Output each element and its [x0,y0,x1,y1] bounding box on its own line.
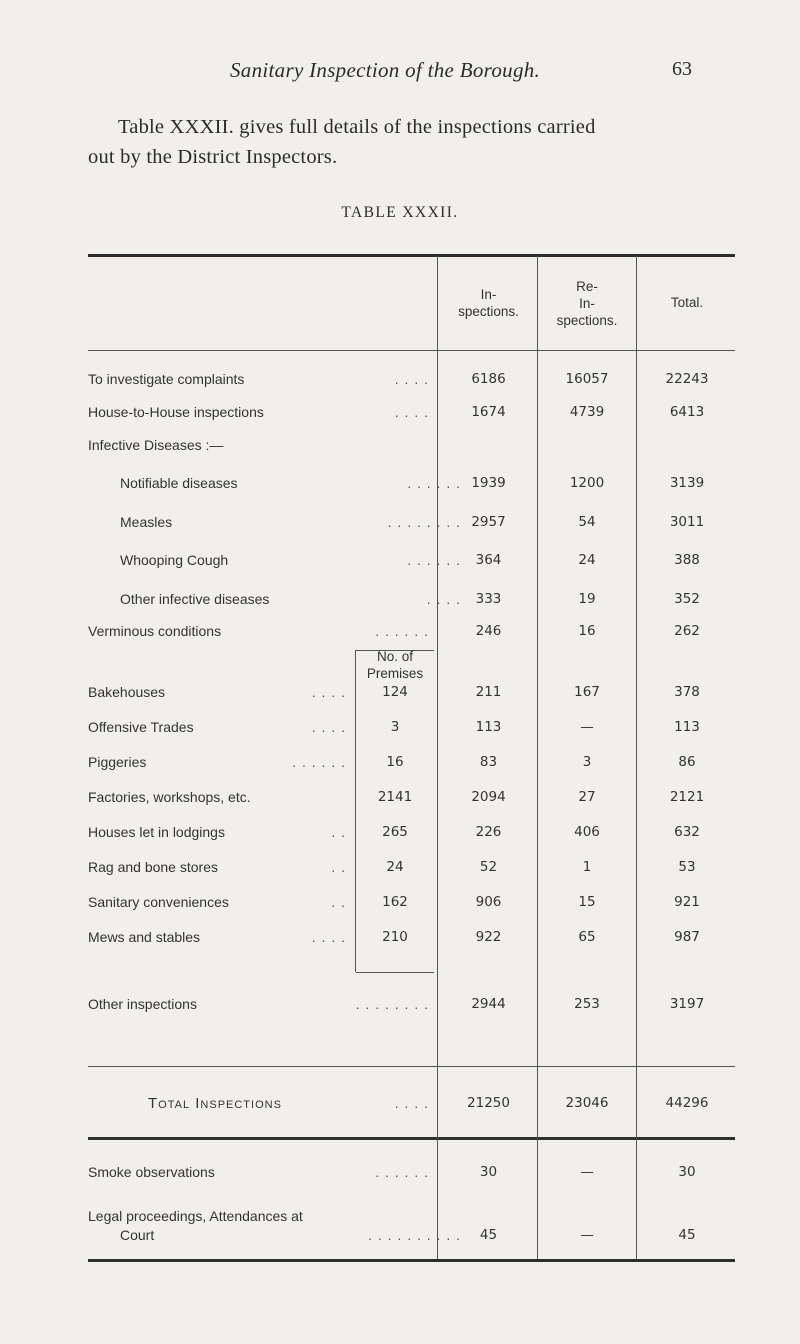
leader-dots: . . . . [394,404,429,420]
cell-reinspections: 65 [578,929,596,945]
leader-dots: . . . . [426,591,461,607]
table-row-label [88,788,350,806]
cell-inspections: 333 [475,591,502,607]
table-row-label [120,590,465,608]
table-row-label [88,683,350,701]
table-row-label [88,436,433,454]
cell-reinspections: — [580,1164,594,1180]
header-line: In- [480,287,497,302]
cell-inspections: 30 [479,1164,498,1180]
table-row-label [88,1163,433,1181]
leader-dots: . . . . [311,929,346,945]
leader-dots: . . . . [394,1095,429,1111]
cell-inspections: 2944 [471,996,506,1012]
leader-dots: . . . . . . . . [387,514,461,530]
row-label-text: Infective Diseases :— [88,437,224,453]
header-line: spections. [458,304,519,319]
table-row-label [88,823,350,841]
leader-dots: . . . . . . . . [355,996,429,1012]
table-row-label [120,1226,465,1244]
table-row-label [120,551,465,569]
cell-total: 53 [678,859,696,875]
header-line: In- [579,296,595,311]
total-top-rule [88,1066,735,1067]
cell-reinspections: 16 [578,623,596,639]
row-label-text: Smoke observations [88,1164,215,1180]
cell-reinspections: 3 [582,754,592,770]
cell-total: 45 [678,1227,696,1243]
cell-total: 30 [678,1164,696,1180]
cell-premises: 3 [390,719,400,735]
cell-premises: 16 [386,754,404,770]
header-line: Premises [366,666,424,681]
row-label-text: Offensive Trades [88,719,194,735]
cell-inspections: 83 [479,754,498,770]
table-row-label [120,513,465,531]
cell-total: 921 [674,894,700,910]
table-row-label [88,403,433,421]
cell-inspections: 922 [475,929,502,945]
row-label-text: Notifiable diseases [120,475,238,491]
leader-dots: . . . . . . [407,552,461,568]
cell-inspections: 21250 [467,1095,510,1111]
cell-inspections: 2094 [471,789,506,805]
cell-premises: 162 [382,894,408,910]
cell-reinspections: 23046 [565,1095,609,1111]
leader-dots: . . . . . . [407,475,461,491]
running-head: Sanitary Inspection of the Borough. [230,58,541,82]
cell-total: 3197 [669,996,705,1012]
cell-total: 987 [674,929,700,945]
row-label-text: Factories, workshops, etc. [88,789,251,805]
cell-total: 44296 [665,1095,709,1111]
table-row-label [88,995,433,1013]
cell-premises: 265 [382,824,408,840]
header-line: Re- [576,279,598,294]
leader-dots: . . [331,824,346,840]
cell-reinspections: 1200 [569,475,605,491]
cell-reinspections: 1 [582,859,592,875]
table-row-label [88,622,433,640]
cell-inspections: 1939 [471,475,506,491]
cell-reinspections: 16057 [565,371,609,387]
row-label-text: Verminous conditions [88,623,222,639]
header-line: No. of [376,649,414,664]
table-row-label [88,718,350,736]
row-label-text: Court [120,1227,155,1243]
cell-total: 6413 [669,404,705,420]
row-label-text: Other inspections [88,996,197,1012]
column-header-total: Total. [670,295,704,310]
cell-inspections: 211 [475,684,502,700]
cell-inspections: 113 [475,719,502,735]
column-divider-1 [437,256,438,1259]
cell-reinspections: 24 [578,552,596,568]
table-row-label [88,928,350,946]
intro-paragraph [88,112,748,172]
cell-total: 86 [678,754,696,770]
column-header-reinspections [538,278,636,329]
table-mid-rule [88,1137,735,1140]
cell-premises: 2141 [377,789,413,805]
cell-total: 632 [674,824,700,840]
cell-total: 2121 [669,789,705,805]
premises-bottom-rule [356,972,434,973]
cell-inspections: 2957 [471,514,506,530]
cell-inspections: 246 [475,623,502,639]
page-number: 63 [672,58,692,80]
cell-inspections: 6186 [471,371,506,387]
page-header [0,58,800,88]
cell-premises: 210 [382,929,408,945]
row-label-text: Total Inspections [148,1095,282,1112]
row-label-text: Other infective diseases [120,591,270,607]
cell-total: 3139 [669,475,705,491]
cell-premises: 24 [386,859,404,875]
table-title: TABLE XXXII. [341,204,459,221]
table-row-label [88,370,433,388]
cell-inspections: 226 [475,824,502,840]
leader-dots: . . . . . . [292,754,346,770]
table-row-label [88,893,350,911]
cell-inspections: 45 [479,1227,498,1243]
leader-dots: . . [331,859,346,875]
header-line: spections. [556,313,618,328]
cell-premises: 124 [382,684,408,700]
total-row-label [88,1094,433,1113]
table-row-label [88,753,350,771]
table-row-label [88,858,350,876]
row-label-text: Houses let in lodgings [88,824,225,840]
cell-inspections: 364 [475,552,502,568]
cell-reinspections: 54 [578,514,596,530]
leader-dots: . . [331,894,346,910]
cell-total: 352 [674,591,700,607]
cell-reinspections: 27 [578,789,596,805]
header-bottom-rule [88,350,735,351]
leader-dots: . . . . [394,371,429,387]
cell-reinspections: 406 [574,824,600,840]
table-row-label: Legal proceedings, Attendances at [88,1208,303,1224]
row-label-text: Mews and stables [88,929,201,945]
table-top-rule [88,254,735,257]
leader-dots: . . . . [311,684,346,700]
row-label-text: Measles [120,514,173,530]
cell-reinspections: — [580,719,594,735]
cell-reinspections: 253 [574,996,600,1012]
cell-total: 262 [674,623,700,639]
cell-total: 3011 [669,514,705,530]
cell-inspections: 906 [475,894,502,910]
cell-reinspections: 167 [574,684,600,700]
table-bottom-rule [88,1259,735,1262]
leader-dots: . . . . . . [375,623,429,639]
cell-total: 378 [674,684,700,700]
cell-reinspections: 19 [578,591,596,607]
leader-dots: . . . . . . [375,1164,429,1180]
row-label-text: House-to-House inspections [88,404,264,420]
cell-total: 113 [674,719,700,735]
cell-inspections: 52 [479,859,498,875]
row-label-text: To investigate complaints [88,371,245,387]
premises-column-header [356,648,434,682]
row-label-text: Whooping Cough [120,552,229,568]
cell-reinspections: 15 [578,894,596,910]
leader-dots: . . . . [311,719,346,735]
intro-line-1: Table XXXII. gives full details of the inspections carried [118,116,596,138]
leader-dots: . . . . . . . . . . [368,1227,461,1243]
table-row-label [120,474,465,492]
row-label-text: Rag and bone stores [88,859,218,875]
cell-reinspections: 4739 [569,404,605,420]
row-label-text: Sanitary conveniences [88,894,229,910]
intro-line-2: out by the District Inspectors. [88,146,338,168]
cell-inspections: 1674 [471,404,506,420]
cell-total: 22243 [665,371,709,387]
column-header-inspections [440,286,537,320]
row-label-text: Piggeries [88,754,147,770]
row-label-text: Bakehouses [88,684,166,700]
cell-total: 388 [674,552,700,568]
cell-reinspections: — [580,1227,594,1243]
